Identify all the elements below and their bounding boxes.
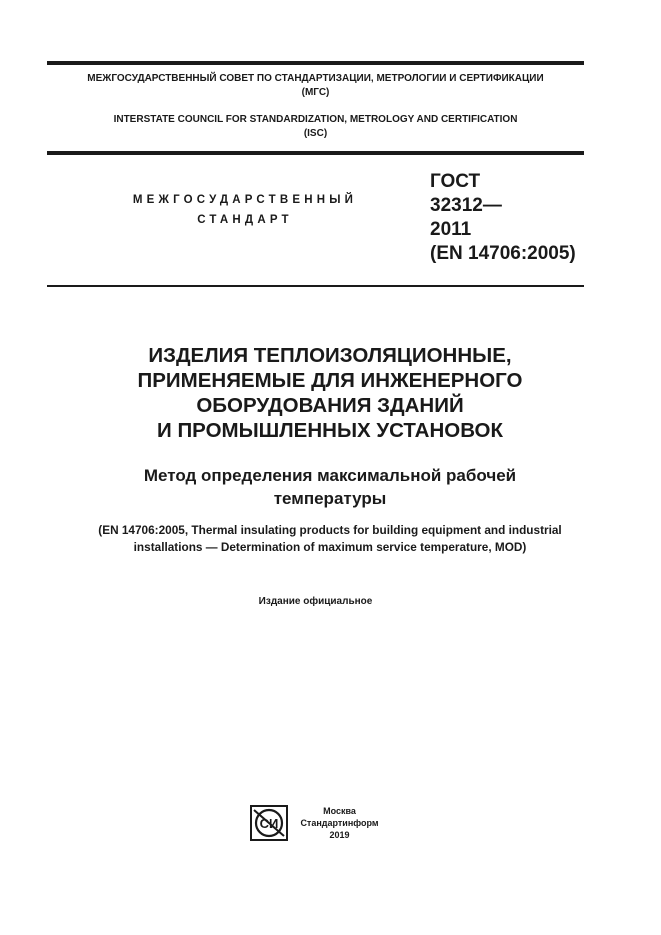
document-title xyxy=(40,343,620,443)
publisher-logo xyxy=(250,805,288,841)
council-en-name xyxy=(47,113,584,141)
title-line3: ОБОРУДОВАНИЯ ЗДАНИЙ xyxy=(196,394,464,417)
publisher-city: Москва xyxy=(323,806,356,816)
publication-year: 2019 xyxy=(329,830,350,840)
title-line2: ПРИМЕНЯЕМЫЕ ДЛЯ ИНЖЕНЕРНОГО xyxy=(137,369,523,392)
standard-type-label xyxy=(100,190,390,230)
publisher-info xyxy=(297,805,382,841)
title-line4: И ПРОМЫШЛЕННЫХ УСТАНОВОК xyxy=(157,419,503,442)
council-en-line1: INTERSTATE COUNCIL FOR STANDARDIZATION, METROLOGY AND CERTIFICATION xyxy=(113,114,518,125)
english-title xyxy=(20,522,640,556)
standartinform-logo-icon xyxy=(250,805,288,841)
standard-type-line2: СТАНДАРТ xyxy=(197,214,293,226)
top-rule xyxy=(47,61,584,65)
council-ru-name xyxy=(47,72,584,100)
gost-year: 2011 xyxy=(430,219,472,240)
subtitle-line2: температуры xyxy=(273,489,387,508)
english-title-line1: (EN 14706:2005, Thermal insulating products for building equipment and industrial xyxy=(98,523,562,537)
edition-label: Издание официальное xyxy=(258,596,373,607)
document-subtitle xyxy=(40,464,620,510)
header-rule xyxy=(47,285,584,287)
gost-number: 32312— xyxy=(430,195,502,216)
council-ru-abbrev: (МГС) xyxy=(301,87,330,98)
title-line1: ИЗДЕЛИЯ ТЕПЛОИЗОЛЯЦИОННЫЕ, xyxy=(148,344,512,367)
gost-en-reference: (EN 14706:2005) xyxy=(430,243,576,264)
council-en-abbrev: (ISC) xyxy=(303,128,328,139)
subtitle-line1: Метод определения максимальной рабочей xyxy=(143,466,517,485)
council-ru-line1: МЕЖГОСУДАРСТВЕННЫЙ СОВЕТ ПО СТАНДАРТИЗАЦИИ, МЕТРОЛОГИИ И СЕРТИФИКАЦИИ xyxy=(87,73,544,84)
standard-type-line1: МЕЖГОСУДАРСТВЕННЫЙ xyxy=(132,194,358,206)
gost-designation xyxy=(430,170,576,266)
council-rule xyxy=(47,151,584,155)
gost-label: ГОСТ xyxy=(430,171,481,192)
english-title-line2: installations — Determination of maximum service temperature, MOD) xyxy=(133,540,527,554)
logo-text: СИ xyxy=(259,816,279,831)
publisher-name: Стандартинформ xyxy=(300,818,379,828)
